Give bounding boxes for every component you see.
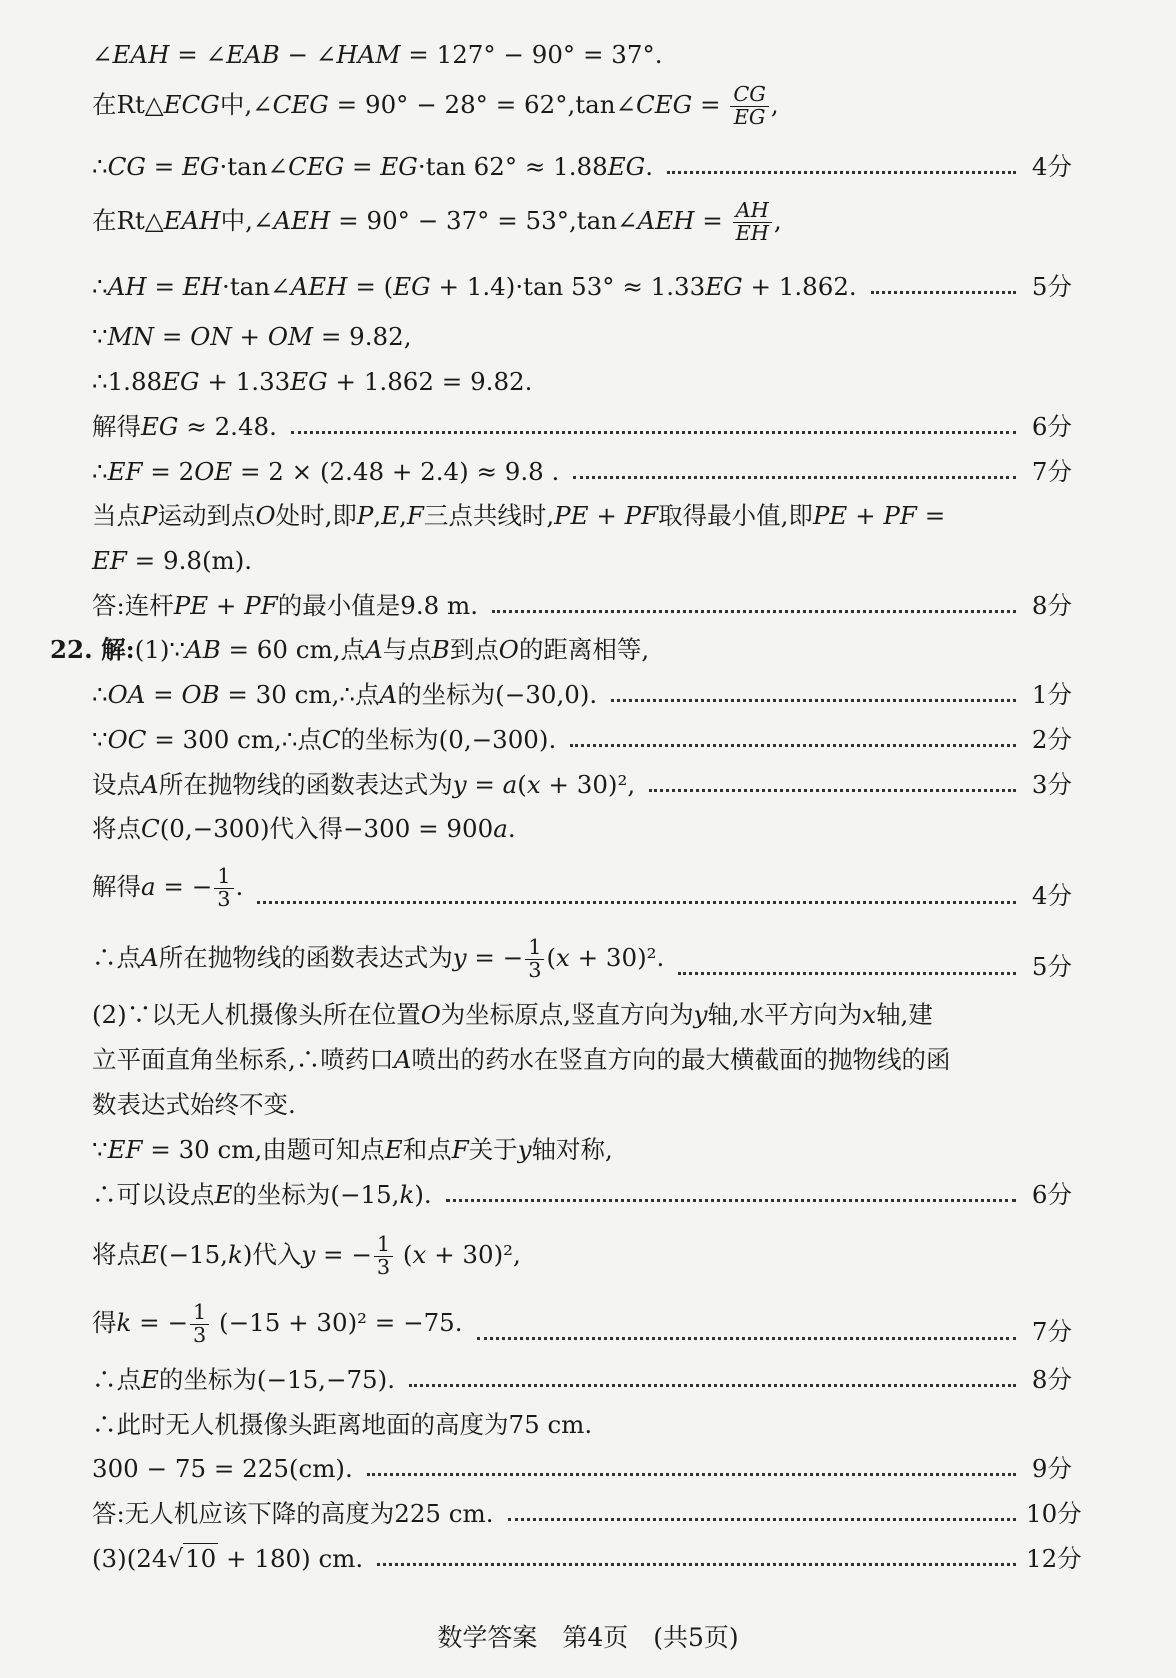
solution-line: [92, 680, 1072, 709]
solution-line: [92, 367, 1072, 396]
line-text: ∴CG = EG·tan∠CEG = EG·tan 62° ≈ 1.88EG.: [92, 152, 653, 181]
line-text: ∠EAH = ∠EAB − ∠HAM = 127° − 90° = 37°.: [92, 40, 663, 69]
dot-leader: [611, 699, 1016, 702]
line-text: 在Rt△ECG中,∠CEG = 90° − 28° = 62°,tan∠CEG = $\frac{CG}{EG}$ ,: [92, 82, 779, 129]
solution-line: [92, 1135, 1072, 1164]
solution-line: [92, 457, 1072, 486]
dot-leader: [492, 610, 1016, 613]
solution-line: [92, 866, 1072, 911]
line-text: 答:连杆PE + PF的最小值是9.8 m.: [92, 591, 479, 620]
solution-line: [92, 1544, 1082, 1573]
solution-line: [92, 1045, 1072, 1074]
dot-leader: [446, 1199, 1016, 1202]
fraction: $\frac{1}{3}$: [374, 1234, 393, 1279]
line-text: 300 − 75 = 225(cm).: [92, 1454, 353, 1483]
solution-line: [92, 591, 1072, 620]
score-mark: 6分: [1031, 412, 1072, 441]
dot-leader: [871, 291, 1016, 294]
fraction: $\frac{1}{3}$: [525, 937, 544, 982]
line-text: ∵MN = ON + OM = 9.82,: [92, 322, 412, 351]
line-text: ∴OA = OB = 30 cm,∴点A的坐标为(−30,0).: [92, 680, 598, 709]
score-mark: 7分: [1031, 1317, 1072, 1347]
solution-line: [92, 814, 1072, 843]
solution-line: [92, 1234, 1072, 1279]
fraction: $\frac{AH}{EH}$: [733, 200, 772, 245]
score-mark: 6分: [1031, 1180, 1072, 1209]
solution-line: [92, 40, 1072, 69]
dot-leader: [409, 1384, 1016, 1387]
score-mark: 8分: [1031, 1365, 1072, 1394]
line-text: 解得a = − $\frac{1}{3}$ .: [92, 864, 244, 911]
page-footer: 数学答案 第4页 (共5页): [437, 1623, 739, 1652]
line-text: ∴点E的坐标为(−15,−75).: [92, 1365, 395, 1394]
line-text: EF = 9.8(m).: [92, 546, 253, 575]
solution-line: [92, 1302, 1072, 1347]
line-text: ∵EF = 30 cm,由题可知点E和点F关于y轴对称,: [92, 1135, 613, 1164]
solution-line: [92, 84, 1072, 129]
line-text: 22. 解:(1)∵AB = 60 cm,点A与点B到点O的距离相等,: [50, 635, 650, 664]
score-mark: 10分: [1026, 1499, 1082, 1528]
line-text: ∴EF = 2OE = 2 × (2.48 + 2.4) ≈ 9.8 .: [92, 457, 560, 486]
dot-leader: [257, 901, 1016, 904]
dot-leader: [508, 1518, 1016, 1521]
line-text: 将点E(−15,k)代入y = − $\frac{1}{3}$ (x + 30)²,: [92, 1232, 521, 1279]
line-text: ∴AH = EH·tan∠AEH = (EG + 1.4)·tan 53° ≈ 1.33EG + 1.862.: [92, 272, 857, 301]
solution-line: [92, 501, 1072, 530]
dot-leader: [649, 789, 1016, 792]
score-mark: 9分: [1031, 1454, 1072, 1483]
score-mark: 5分: [1031, 952, 1072, 982]
question-heading: [50, 635, 1072, 664]
fraction: $\frac{CG}{EG}$: [730, 84, 769, 129]
line-text: 答:无人机应该下降的高度为225 cm.: [92, 1499, 494, 1528]
solution-line: [92, 200, 1072, 245]
solution-line: [92, 1499, 1082, 1528]
solution-line: [92, 1180, 1072, 1209]
fraction: $\frac{1}{3}$: [214, 866, 233, 911]
dot-leader: [570, 744, 1016, 747]
dot-leader: [678, 972, 1016, 975]
line-text: 数表达式始终不变.: [92, 1090, 296, 1119]
line-text: ∴1.88EG + 1.33EG + 1.862 = 9.82.: [92, 367, 533, 396]
score-mark: 4分: [1031, 881, 1072, 911]
line-text: (2)∵以无人机摄像头所在位置O为坐标原点,竖直方向为y轴,水平方向为x轴,建: [92, 1000, 933, 1029]
solution-line: [92, 770, 1072, 799]
line-text: ∴可以设点E的坐标为(−15,k).: [92, 1180, 432, 1209]
score-mark: 1分: [1031, 680, 1072, 709]
solution-line: [92, 412, 1072, 441]
line-text: ∴此时无人机摄像头距离地面的高度为75 cm.: [92, 1410, 593, 1439]
dot-leader: [291, 431, 1016, 434]
score-mark: 4分: [1031, 152, 1072, 181]
line-text: 得k = − $\frac{1}{3}$ (−15 + 30)² = −75.: [92, 1300, 463, 1347]
solution-line: [92, 546, 1072, 575]
solution-line: [92, 322, 1072, 351]
line-text: ∵OC = 300 cm,∴点C的坐标为(0,−300).: [92, 725, 557, 754]
line-text: 立平面直角坐标系,∴喷药口A喷出的药水在竖直方向的最大横截面的抛物线的函: [92, 1045, 951, 1074]
solution-line: [92, 152, 1072, 181]
line-text: 解得EG ≈ 2.48.: [92, 412, 277, 441]
solution-line: [92, 937, 1072, 982]
dot-leader: [377, 1563, 1016, 1566]
score-mark: 8分: [1031, 591, 1072, 620]
solution-line: [92, 725, 1072, 754]
solution-line: [92, 1365, 1072, 1394]
score-mark: 3分: [1031, 770, 1072, 799]
line-text: 在Rt△EAH中,∠AEH = 90° − 37° = 53°,tan∠AEH = $\frac{AH}{EH}$ ,: [92, 198, 782, 245]
dot-leader: [367, 1473, 1016, 1476]
line-text: (3)(24√10 + 180) cm.: [92, 1544, 364, 1573]
line-text: 将点C(0,−300)代入得−300 = 900a.: [92, 814, 516, 843]
solution-line: [92, 272, 1072, 301]
solution-line: [92, 1410, 1072, 1439]
score-mark: 7分: [1031, 457, 1072, 486]
solution-line: [92, 1090, 1072, 1119]
solution-line: [92, 1454, 1072, 1483]
score-mark: 12分: [1026, 1544, 1082, 1573]
dot-leader: [477, 1337, 1016, 1340]
solution-line: [92, 1000, 1072, 1029]
dot-leader: [667, 171, 1016, 174]
line-text: 设点A所在抛物线的函数表达式为y = a(x + 30)²,: [92, 770, 636, 799]
dot-leader: [573, 476, 1016, 479]
line-text: ∴点A所在抛物线的函数表达式为y = − $\frac{1}{3}$ (x + 30)².: [92, 935, 665, 982]
score-mark: 5分: [1031, 272, 1072, 301]
score-mark: 2分: [1031, 725, 1072, 754]
fraction: $\frac{1}{3}$: [190, 1302, 209, 1347]
line-text: 当点P运动到点O处时,即P,E,F三点共线时,PE + PF取得最小值,即PE + PF =: [92, 501, 946, 530]
